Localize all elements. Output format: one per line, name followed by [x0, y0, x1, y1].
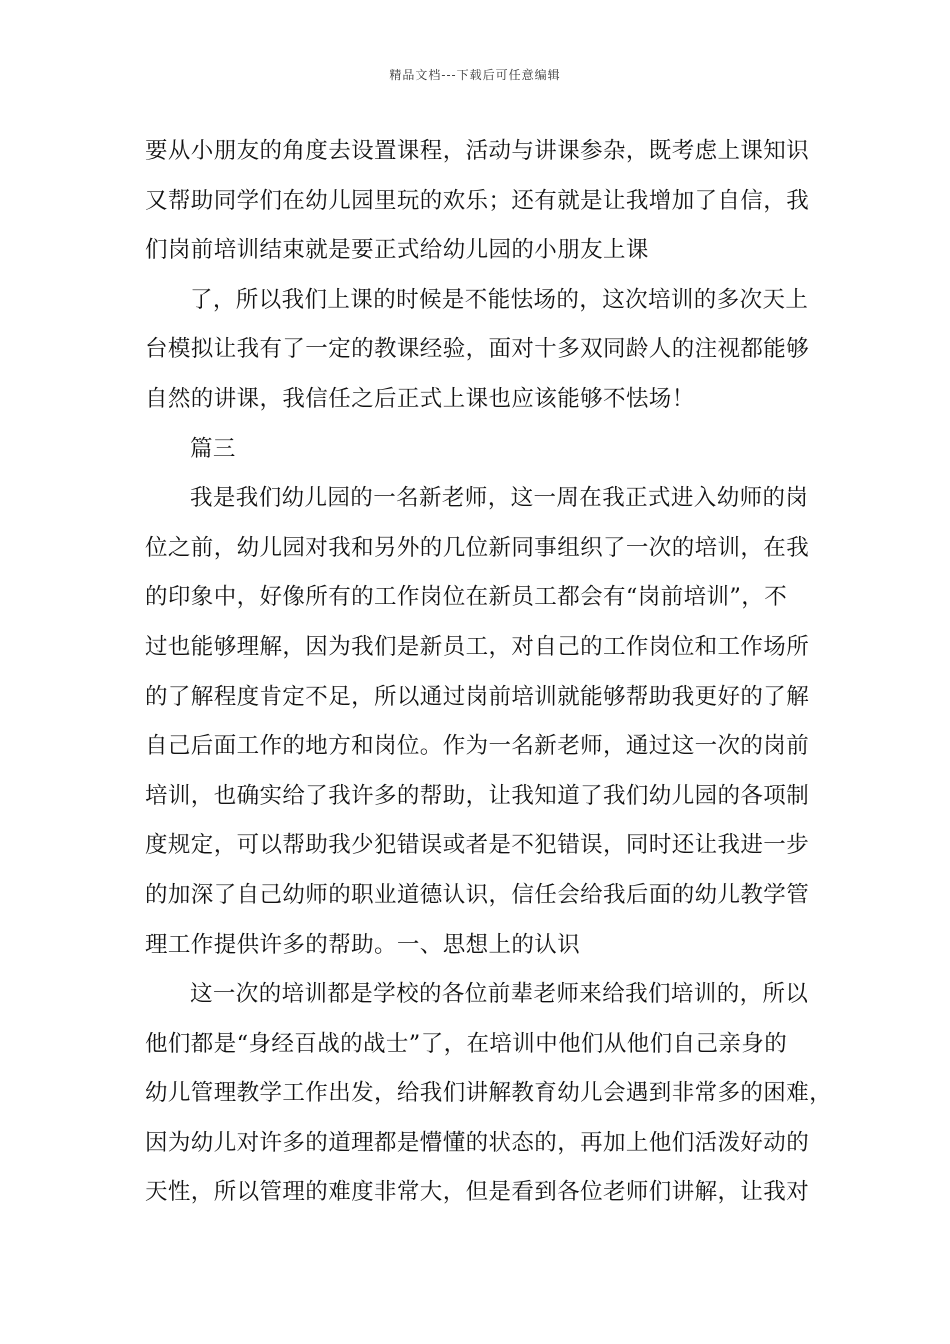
- text-line: 要从小朋友的角度去设置课程，活动与讲课参杂，既考虑上课知识: [145, 138, 810, 164]
- text-line: 这一次的培训都是学校的各位前辈老师来给我们培训的，所以: [190, 981, 809, 1008]
- text-line: 理工作提供许多的帮助。一、思想上的认识: [145, 931, 581, 958]
- text-line: 位之前，幼儿园对我和另外的几位新同事组织了一次的培训，在我: [145, 534, 810, 561]
- document-body: [145, 131, 833, 1222]
- text-line: 自然的讲课，我信任之后正式上课也应该能够不怯场！: [145, 385, 695, 412]
- text-line: 过也能够理解，因为我们是新员工，对自己的工作岗位和工作场所: [145, 633, 810, 660]
- text-line: 因为幼儿对许多的道理都是懵懂的状态的，再加上他们活泼好动的: [145, 1129, 810, 1156]
- text-line: 自己后面工作的地方和岗位。作为一名新老师，通过这一次的岗前: [145, 733, 810, 760]
- text-line: 们岗前培训结束就是要正式给幼儿园的小朋友上课: [145, 237, 649, 264]
- text-line: 了，所以我们上课的时候是不能怯场的，这次培训的多次天上: [190, 286, 809, 313]
- text-line: 台模拟让我有了一定的教课经验，面对十多双同龄人的注视都能够: [145, 336, 810, 363]
- text-line: 的加深了自己幼师的职业道德认识，信任会给我后面的幼儿教学管: [145, 881, 810, 908]
- text-line: 他们都是“身经百战的战士”了，在培训中他们从他们自己亲身的: [145, 1030, 788, 1057]
- text-line: 幼儿管理教学工作出发，给我们讲解教育幼儿会遇到非常多的困难，: [145, 1080, 833, 1107]
- text-line: 篇三: [190, 435, 236, 462]
- text-line: 的了解程度肯定不足，所以通过岗前培训就能够帮助我更好的了解: [145, 683, 810, 710]
- text-line: 天性，所以管理的难度非常大，但是看到各位老师们讲解，让我对: [145, 1179, 810, 1206]
- text-line: 度规定，可以帮助我少犯错误或者是不犯错误，同时还让我进一步: [145, 832, 810, 859]
- text-line: 我是我们幼儿园的一名新老师，这一周在我正式进入幼师的岗: [190, 485, 809, 512]
- text-line: 培训，也确实给了我许多的帮助，让我知道了我们幼儿园的各项制: [145, 782, 810, 809]
- page-header: 精品文档---下载后可任意编辑: [389, 68, 561, 82]
- text-line: 的印象中，好像所有的工作岗位在新员工都会有“岗前培训”，不: [145, 584, 788, 611]
- text-line: 又帮助同学们在幼儿园里玩的欢乐；还有就是让我增加了自信，我: [145, 187, 810, 214]
